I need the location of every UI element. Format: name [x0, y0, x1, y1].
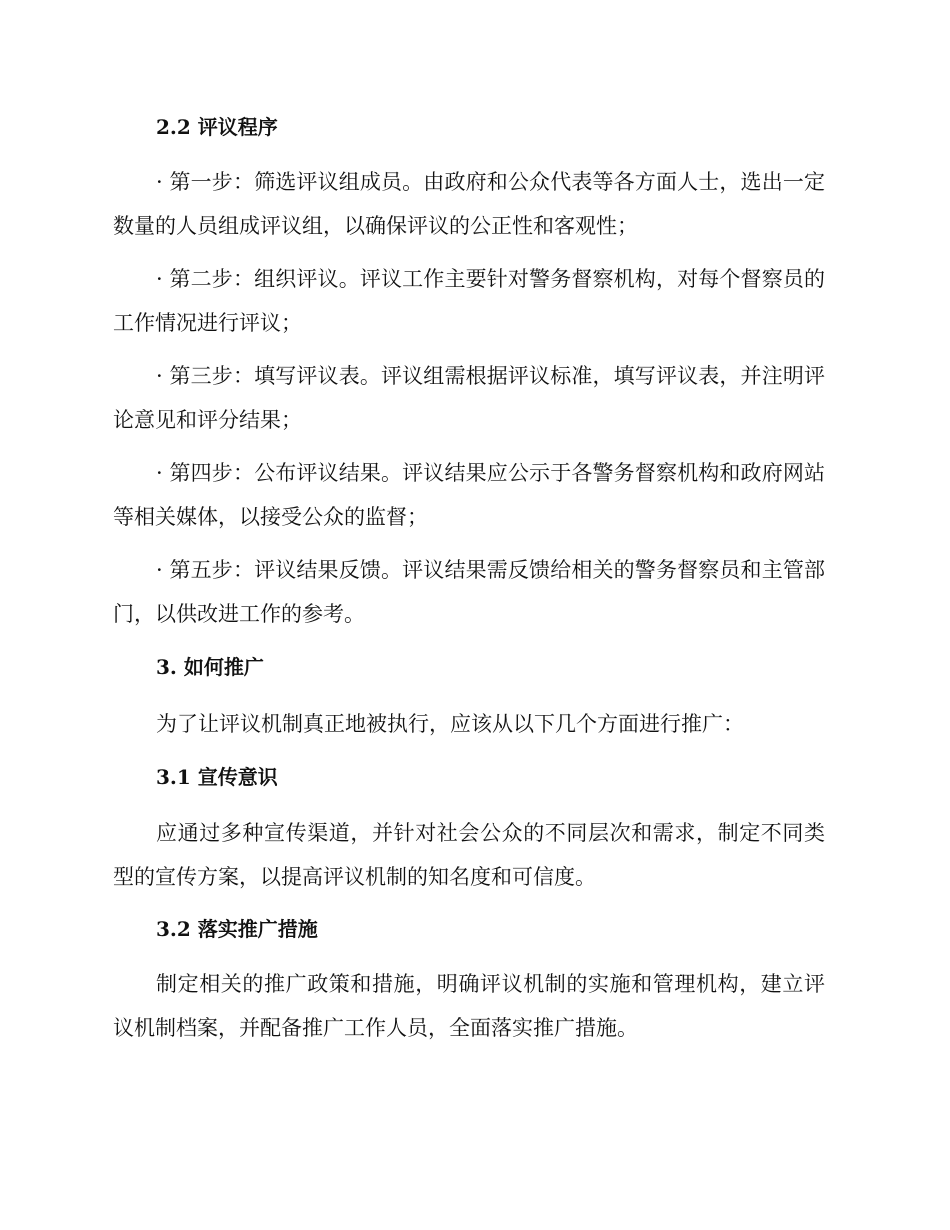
section-heading-3-2: 3.2 落实推广措施: [156, 917, 318, 941]
section-heading-3-1: 3.1 宣传意识: [156, 765, 278, 789]
section-3-2-body: 制定相关的推广政策和措施，明确评议机制的实施和管理机构，建立评议机制档案，并配备推广工作人员，全面落实推广措施。: [113, 972, 825, 1040]
section-heading-2-2: 2.2 评议程序: [156, 115, 278, 139]
step-2-paragraph: · 第二步：组织评议。评议工作主要针对警务督察机构，对每个督察员的工作情况进行评议；: [113, 267, 825, 335]
step-3-paragraph: · 第三步：填写评议表。评议组需根据评议标准，填写评议表，并注明评论意见和评分结果；: [113, 364, 825, 432]
step-5-paragraph: · 第五步：评议结果反馈。评议结果需反馈给相关的警务督察员和主管部门，以供改进工作的参考。: [113, 558, 825, 626]
section-3-intro: 为了让评议机制真正地被执行，应该从以下几个方面进行推广：: [156, 712, 744, 736]
step-1-paragraph: · 第一步：筛选评议组成员。由政府和公众代表等各方面人士，选出一定数量的人员组成评议组，以确保评议的公正性和客观性；: [113, 170, 825, 238]
step-4-paragraph: · 第四步：公布评议结果。评议结果应公示于各警务督察机构和政府网站等相关媒体，以接受公众的监督；: [113, 461, 825, 529]
section-heading-3: 3. 如何推广: [156, 655, 264, 679]
section-3-1-body: 应通过多种宣传渠道，并针对社会公众的不同层次和需求，制定不同类型的宣传方案，以提高评议机制的知名度和可信度。: [113, 821, 825, 889]
